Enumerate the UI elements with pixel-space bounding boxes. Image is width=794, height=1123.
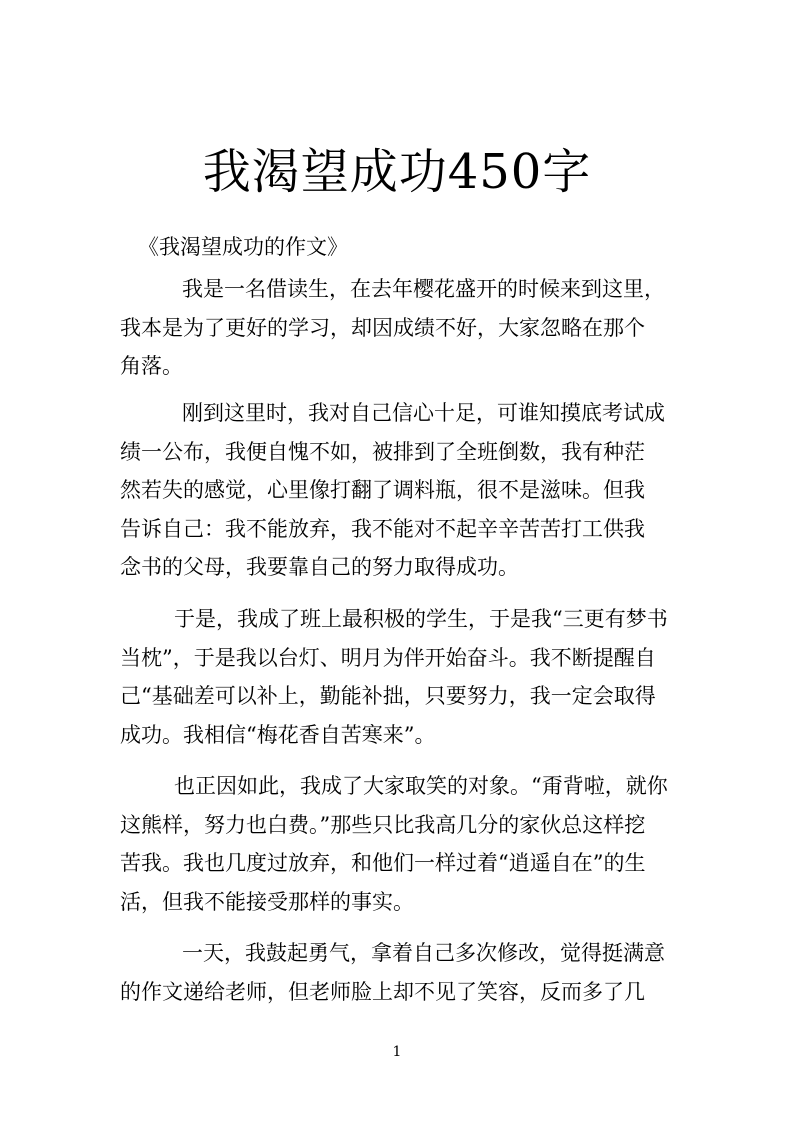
paragraph-line: 当枕”，于是我以台灯、明月为伴开始奋斗。我不断提醒自	[120, 645, 656, 670]
paragraph-2	[120, 394, 680, 587]
document-subtitle: 《我渴望成功的作文》	[138, 235, 348, 259]
paragraph-line: 我是一名借读生，在去年樱花盛开的时候来到这里，	[182, 277, 665, 301]
paragraph-line: 刚到这里时，我对自己信心十足，可谁知摸底考试成	[182, 401, 665, 425]
paragraph-3	[120, 600, 680, 754]
paragraph-line: 活，但我不能接受那样的事实。	[120, 889, 414, 914]
paragraph-4	[120, 767, 680, 921]
paragraph-line: 绩一公布，我便自愧不如，被排到了全班倒数，我有种茫	[120, 439, 645, 464]
paragraph-line: 的作文递给老师，但老师脸上却不见了笑容，反而多了几	[120, 979, 645, 1004]
paragraph-line: 角落。	[120, 354, 183, 378]
paragraph-line: 念书的父母，我要靠自己的努力取得成功。	[120, 555, 519, 579]
paragraph-5	[120, 934, 680, 1011]
document-title: 我渴望成功450字	[202, 144, 592, 200]
paragraph-line: 也正因如此，我成了大家取笑的对象。“甭背啦，就你	[174, 774, 668, 798]
paragraph-line: 于是，我成了班上最积极的学生，于是我“三更有梦书	[174, 607, 668, 631]
paragraph-line: 成功。我相信“梅花香自苦寒来”。	[120, 722, 436, 747]
page-number: 1	[392, 1044, 402, 1060]
paragraph-line: 己“基础差可以补上，勤能补拙，只要努力，我一定会取得	[120, 684, 656, 708]
paragraph-line: 然若失的感觉，心里像打翻了调料瓶，很不是滋味。但我	[120, 478, 645, 502]
paragraph-1	[120, 270, 680, 386]
paragraph-line: 一天，我鼓起勇气，拿着自己多次修改，觉得挺满意	[182, 941, 665, 965]
paragraph-line: 告诉自己：我不能放弃，我不能对不起辛辛苦苦打工供我	[120, 516, 645, 541]
paragraph-line: 这熊样，努力也白费。”那些只比我高几分的家伙总这样挖	[120, 812, 646, 837]
paragraph-line: 我本是为了更好的学习，却因成绩不好，大家忽略在那个	[120, 315, 645, 340]
paragraph-line: 苦我。我也几度过放弃，和他们一样过着“逍遥自在”的生	[120, 851, 646, 875]
